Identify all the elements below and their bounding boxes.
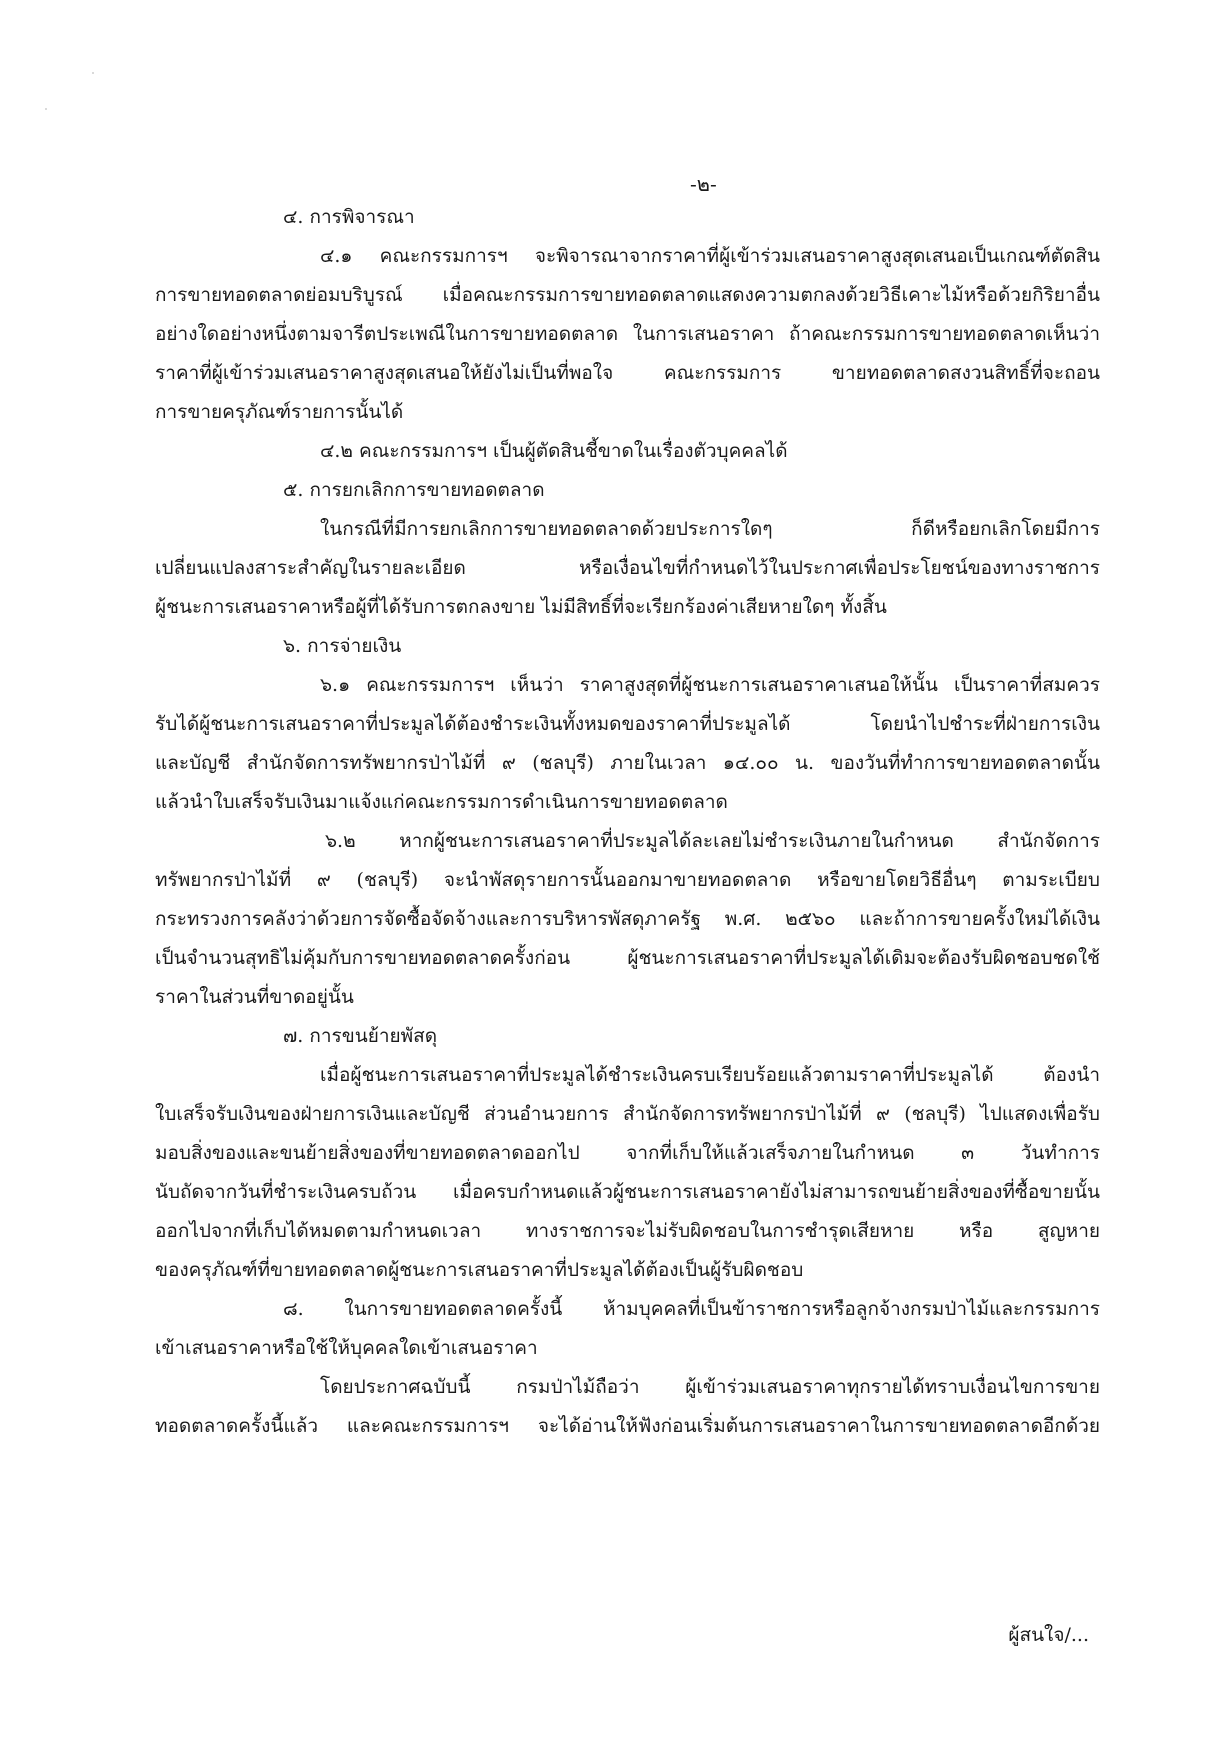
section-6-2-line: ทรัพยากรป่าไม้ที่ ๙ (ชลบุรี) จะนำพัสดุรายการนั้นออกมาขายทอดตลาด หรือขายโดยวิธีอื่นๆ ตามระเบียบ — [155, 869, 1100, 891]
section-7-line: ใบเสร็จรับเงินของฝ่ายการเงินและบัญชี ส่วนอำนวยการ สำนักจัดการทรัพยากรป่าไม้ที่ ๙ (ชลบุรี) ไปแสดงเพื่อรับ — [155, 1103, 1100, 1125]
section-7-line: ออกไปจากที่เก็บได้หมดตามกำหนดเวลา ทางราชการจะไม่รับผิดชอบในการชำรุดเสียหาย หรือ สูญหาย — [155, 1220, 1100, 1242]
section-4-1-line: อย่างใดอย่างหนึ่งตามจารีตประเพณีในการขายทอดตลาด ในการเสนอราคา ถ้าคณะกรรมการขายทอดตลาดเห็นว่า — [155, 323, 1100, 345]
section-4-1-line: ๔.๑ คณะกรรมการฯ จะพิจารณาจากราคาที่ผู้เข้าร่วมเสนอราคาสูงสุดเสนอเป็นเกณฑ์ตัดสิน — [320, 245, 1100, 267]
page-number: -๒- — [690, 172, 717, 196]
section-4-heading: ๔. การพิจารณา — [283, 206, 415, 228]
closing-line: ทอดตลาดครั้งนี้แล้ว และคณะกรรมการฯ จะได้อ่านให้ฟังก่อนเริ่มต้นการเสนอราคาในการขายทอดตลาดอีกด้วย — [155, 1415, 1100, 1437]
section-6-1-line: แล้วนำใบเสร็จรับเงินมาแจ้งแก่คณะกรรมการดำเนินการขายทอดตลาด — [155, 791, 728, 813]
section-4-2: ๔.๒ คณะกรรมการฯ เป็นผู้ตัดสินชี้ขาดในเรื่องตัวบุคคลได้ — [320, 440, 788, 462]
section-7-line: ของครุภัณฑ์ที่ขายทอดตลาดผู้ชนะการเสนอราคาที่ประมูลได้ต้องเป็นผู้รับผิดชอบ — [155, 1259, 804, 1281]
section-6-2-line: กระทรวงการคลังว่าด้วยการจัดซื้อจัดจ้างและการบริหารพัสดุภาครัฐ พ.ศ. ๒๕๖๐ และถ้าการขายครั้งใหม่ได้เงิน — [155, 908, 1100, 930]
section-6-1-line: รับได้ผู้ชนะการเสนอราคาที่ประมูลได้ต้องชำระเงินทั้งหมดของราคาที่ประมูลได้ โดยนำไปชำระที่ฝ่ายการเงิน — [155, 713, 1100, 735]
section-6-1-line: ๖.๑ คณะกรรมการฯ เห็นว่า ราคาสูงสุดที่ผู้ชนะการเสนอราคาเสนอให้นั้น เป็นราคาที่สมควร — [320, 674, 1100, 696]
section-5-line: ในกรณีที่มีการยกเลิกการขายทอดตลาดด้วยประการใดๆ ก็ดีหรือยกเลิกโดยมีการ — [320, 518, 1100, 540]
continuation-marker: ผู้สนใจ/... — [1008, 1624, 1089, 1646]
section-7-line: เมื่อผู้ชนะการเสนอราคาที่ประมูลได้ชำระเงินครบเรียบร้อยแล้วตามราคาที่ประมูลได้ ต้องนำ — [320, 1064, 1100, 1086]
section-6-2-line: ราคาในส่วนที่ขาดอยู่นั้น — [155, 986, 354, 1008]
section-8-line: เข้าเสนอราคาหรือใช้ให้บุคคลใดเข้าเสนอราคา — [155, 1337, 538, 1359]
section-4-1-line: การขายครุภัณฑ์รายการนั้นได้ — [155, 401, 404, 423]
section-5-line: เปลี่ยนแปลงสาระสำคัญในรายละเอียด หรือเงื่อนไขที่กำหนดไว้ในประกาศเพื่อประโยชน์ของทางราชการ — [155, 557, 1100, 579]
scan-speck — [45, 108, 47, 110]
section-4-1-line: การขายทอดตลาดย่อมบริบูรณ์ เมื่อคณะกรรมการขายทอดตลาดแสดงความตกลงด้วยวิธีเคาะไม้หรือด้วยกิริยาอื่น — [155, 284, 1100, 306]
section-6-1-line: และบัญชี สำนักจัดการทรัพยากรป่าไม้ที่ ๙ (ชลบุรี) ภายในเวลา ๑๔.๐๐ น. ของวันที่ทำการขายทอดตลาดนั้น — [155, 752, 1100, 774]
section-6-2-line: ๖.๒ หากผู้ชนะการเสนอราคาที่ประมูลได้ละเลยไม่ชำระเงินภายในกำหนด สำนักจัดการ — [325, 830, 1100, 852]
section-8-line: ๘. ในการขายทอดตลาดครั้งนี้ ห้ามบุคคลที่เป็นข้าราชการหรือลูกจ้างกรมป่าไม้และกรรมการ — [283, 1298, 1100, 1320]
document-body — [155, 198, 1100, 1446]
section-4-1-line: ราคาที่ผู้เข้าร่วมเสนอราคาสูงสุดเสนอให้ยังไม่เป็นที่พอใจ คณะกรรมการ ขายทอดตลาดสงวนสิทธิ์ที่จะถอน — [155, 362, 1100, 384]
section-5-heading: ๕. การยกเลิกการขายทอดตลาด — [283, 479, 545, 501]
section-7-heading: ๗. การขนย้ายพัสดุ — [283, 1025, 438, 1047]
section-6-2-line: เป็นจำนวนสุทธิไม่คุ้มกับการขายทอดตลาดครั้งก่อน ผู้ชนะการเสนอราคาที่ประมูลได้เดิมจะต้องรับผิดชอบชดใช้ — [155, 947, 1100, 969]
closing-line: โดยประกาศฉบับนี้ กรมป่าไม้ถือว่า ผู้เข้าร่วมเสนอราคาทุกรายได้ทราบเงื่อนไขการขาย — [320, 1376, 1100, 1398]
section-7-line: มอบสิ่งของและขนย้ายสิ่งของที่ขายทอดตลาดออกไป จากที่เก็บให้แล้วเสร็จภายในกำหนด ๓ วันทำการ — [155, 1142, 1100, 1164]
section-5-line: ผู้ชนะการเสนอราคาหรือผู้ที่ได้รับการตกลงขาย ไม่มีสิทธิ์ที่จะเรียกร้องค่าเสียหายใดๆ ทั้งสิ้น — [155, 596, 887, 618]
section-7-line: นับถัดจากวันที่ชำระเงินครบถ้วน เมื่อครบกำหนดแล้วผู้ชนะการเสนอราคายังไม่สามารถขนย้ายสิ่งของที่ซื้อขายนั้น — [155, 1181, 1100, 1203]
section-6-heading: ๖. การจ่ายเงิน — [283, 635, 402, 657]
scan-speck — [92, 72, 94, 74]
